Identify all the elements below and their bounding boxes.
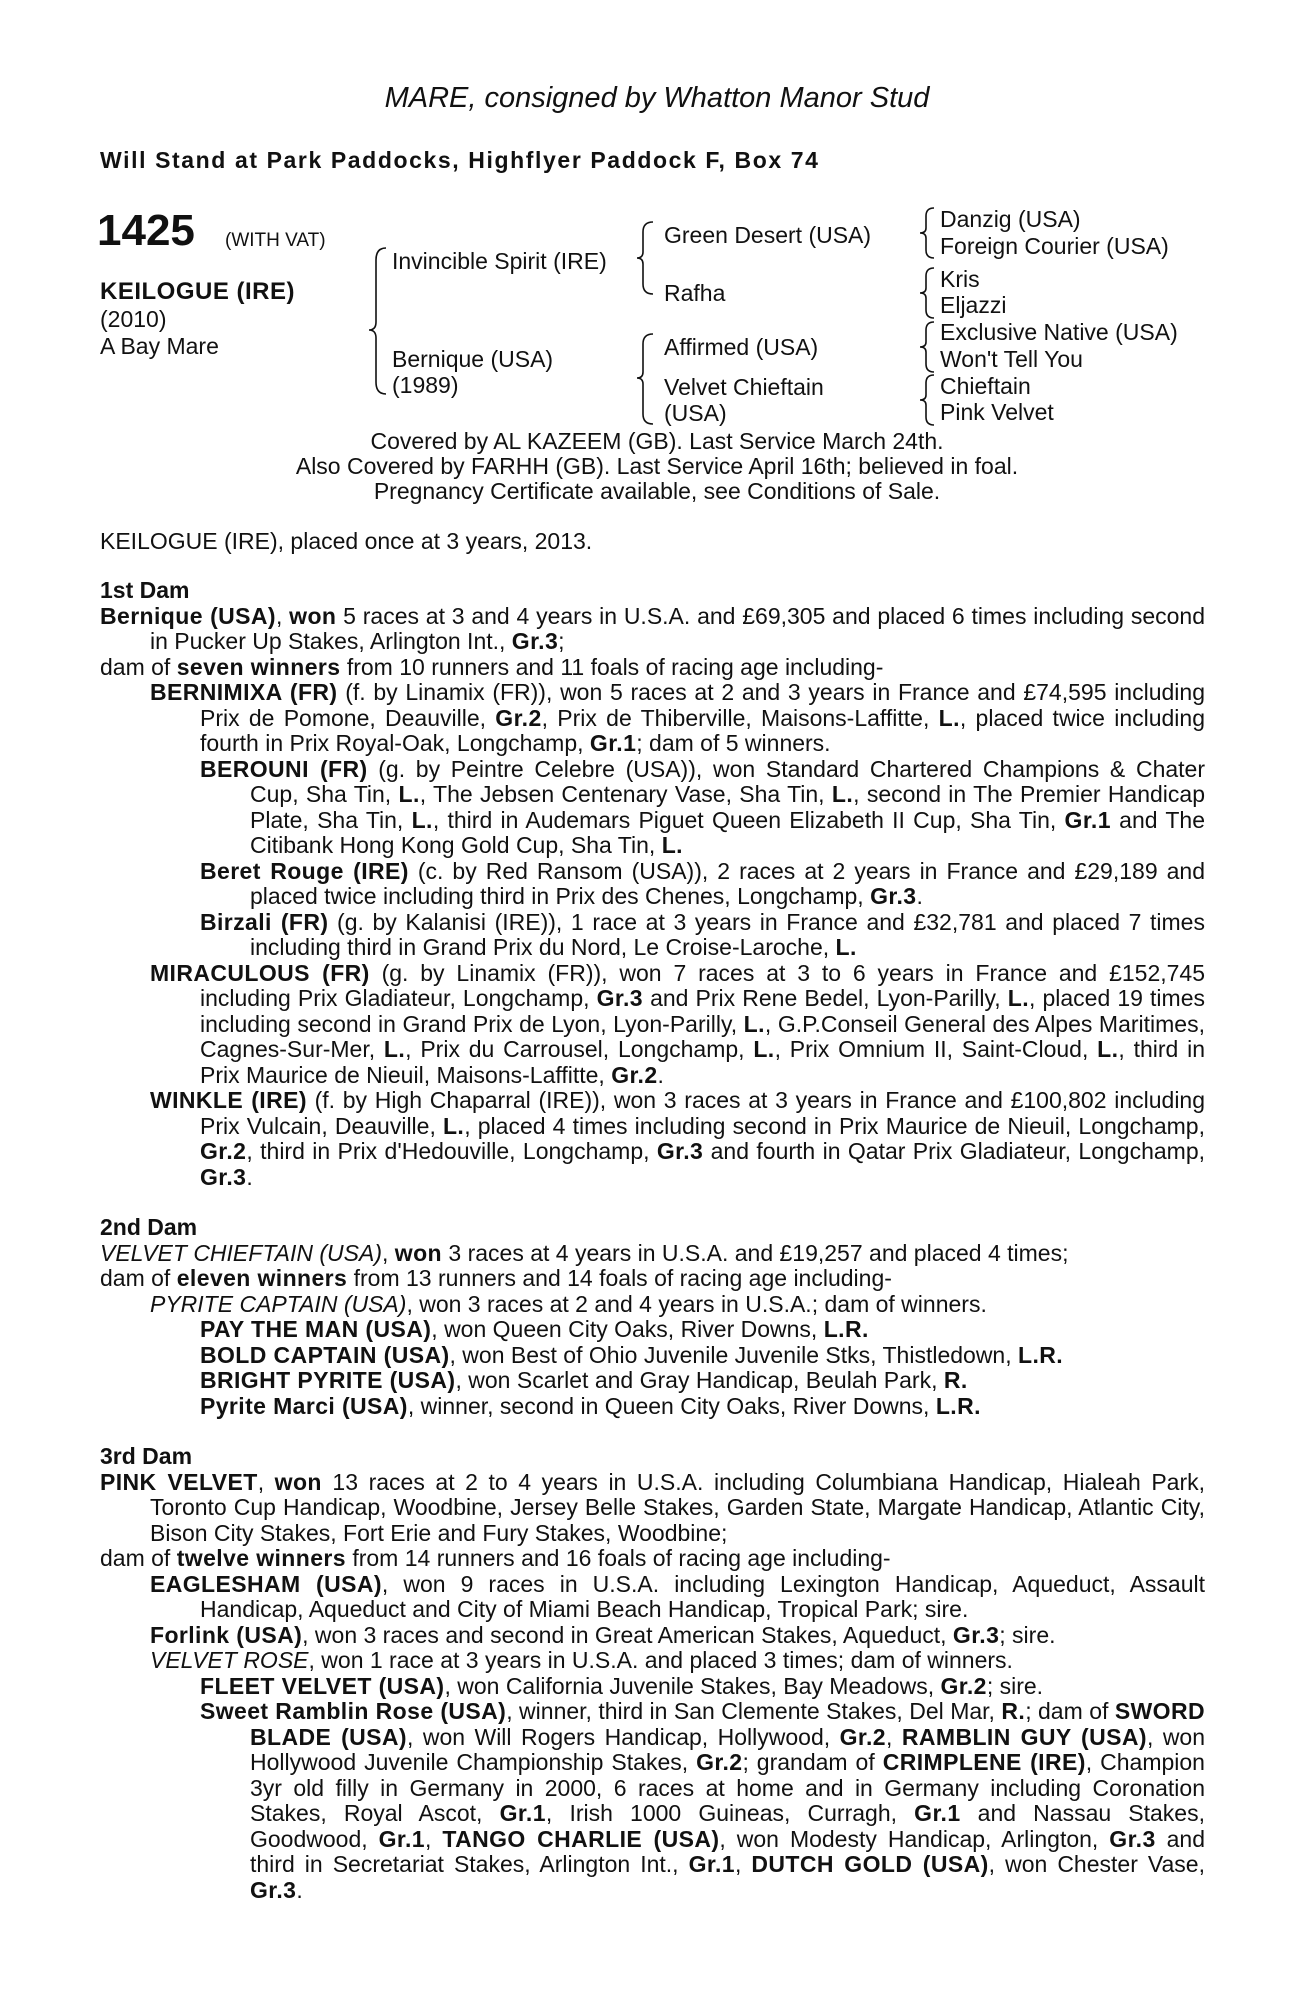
produce-berouni: BEROUNI (FR) (g. by Peintre Celebre (USA)), won Standard Chartered Champions & Chater Cup, Sha Tin, L., The Jebsen Centenary Vase, Sha Tin, L., second in The Premier Handicap Plate, Sha Tin, L., third in Audemars Piguet Queen Elizabeth II Cup, Sha Tin, Gr.1 and The Citibank Hong Kong Gold Cup, Sha Tin, L.	[200, 755, 1206, 858]
pedigree-g2: Foreign Courier (USA)	[940, 233, 1169, 259]
pedigree-sire-dam: Rafha	[664, 280, 726, 306]
covering-line-1: Covered by AL KAZEEM (GB). Last Service March 24th.	[370, 428, 944, 454]
catalogue-body	[100, 578, 1205, 1903]
pedigree-dam-dam-country: (USA)	[664, 400, 727, 426]
covering-line-2: Also Covered by FARHH (GB). Last Service April 16th; believed in foal.	[295, 453, 1019, 479]
race-summary: KEILOGUE (IRE), placed once at 3 years, 2013.	[100, 528, 593, 554]
pedigree-sire-sire: Green Desert (USA)	[664, 222, 872, 248]
second-dam-record: VELVET CHIEFTAIN (USA), won 3 races at 4 years in U.S.A. and £19,257 and placed 4 times;	[100, 1239, 1069, 1266]
lot-number: 1425	[97, 206, 195, 255]
produce-pay-the-man: PAY THE MAN (USA), won Queen City Oaks, River Downs, L.R.	[200, 1316, 869, 1342]
first-dam-record: Bernique (USA), won 5 races at 3 and 4 years in U.S.A. and £69,305 and placed 6 times including second in Pucker Up Stakes, Arlington Int., Gr.3;	[100, 602, 1205, 654]
produce-velvet-rose: VELVET ROSE, won 1 race at 3 years in U.S.A. and placed 3 times; dam of winners.	[150, 1647, 1013, 1673]
produce-beret-rouge: Beret Rouge (IRE) (c. by Red Ransom (USA)), 2 races at 2 years in France and £29,189 and placed twice including third in Prix des Chenes, Longchamp, Gr.3.	[200, 857, 1206, 909]
produce-birzali: Birzali (FR) (g. by Kalanisi (IRE)), 1 race at 3 years in France and £32,781 and placed 7 times including third in Grand Prix du Nord, Le Croise-Laroche, L.	[200, 908, 1205, 960]
produce-eaglesham: EAGLESHAM (USA), won 9 races in U.S.A. including Lexington Handicap, Aqueduct, Assault Handicap, Aqueduct and City of Miami Beach Handicap, Tropical Park; sire.	[150, 1570, 1205, 1622]
vat-note: (WITH VAT)	[225, 230, 326, 251]
horse-year: (2010)	[100, 306, 167, 332]
pedigree-g8: Pink Velvet	[940, 399, 1054, 425]
second-dam-heading: 2nd Dam	[100, 1214, 198, 1240]
covering-line-3: Pregnancy Certificate available, see Conditions of Sale.	[373, 478, 941, 504]
horse-name: KEILOGUE (IRE)	[100, 278, 296, 305]
pedigree-dam-dam: Velvet Chieftain	[664, 374, 824, 400]
produce-winkle: WINKLE (IRE) (f. by High Chaparral (IRE)), won 3 races at 3 years in France and £100,802 including Prix Vulcain, Deauville, L., placed 4 times including second in Prix Maurice de Nieuil, Longchamp, Gr.2, third in Prix d'Hedouville, Longchamp, Gr.3 and fourth in Qatar Prix Gladiateur, Longchamp, Gr.3.	[150, 1087, 1206, 1190]
produce-miraculous: MIRACULOUS (FR) (g. by Linamix (FR)), won 7 races at 3 to 6 years in France and £152,745 including Prix Gladiateur, Longchamp, Gr.3 and Prix Rene Bedel, Lyon-Parilly, L., placed 19 times including second in Grand Prix de Lyon, Lyon-Parilly, L., G.P.Conseil General des Alpes Maritimes, Cagnes-Sur-Mer, L., Prix du Carrousel, Longchamp, L., Prix Omnium II, Saint-Cloud, L., third in Prix Maurice de Nieuil, Maisons-Laffitte, Gr.2.	[150, 959, 1206, 1088]
pedigree-dam-year: (1989)	[392, 372, 459, 398]
pedigree-dam-sire: Affirmed (USA)	[664, 334, 819, 360]
pedigree-g5: Exclusive Native (USA)	[940, 319, 1178, 345]
second-dam-produce: dam of eleven winners from 13 runners and 14 foals of racing age including-	[100, 1265, 892, 1291]
consignment-line: MARE, consigned by Whatton Manor Stud	[384, 82, 930, 114]
produce-bernimixa: BERNIMIXA (FR) (f. by Linamix (FR)), won 5 races at 2 and 3 years in France and £74,595 including Prix de Pomone, Deauville, Gr.2, Prix de Thiberville, Maisons-Laffitte, L., placed twice including fourth in Prix Royal-Oak, Longchamp, Gr.1; dam of 5 winners.	[150, 679, 1205, 756]
third-dam-record: PINK VELVET, won 13 races at 2 to 4 years in U.S.A. including Columbiana Handicap, Hialeah Park, Toronto Cup Handicap, Woodbine, Jersey Belle Stakes, Garden State, Margate Handicap, Atlantic City, Bison City Stakes, Fort Erie and Fury Stakes, Woodbine;	[100, 1468, 1206, 1546]
produce-fleet-velvet: FLEET VELVET (USA), won California Juvenile Stakes, Bay Meadows, Gr.2; sire.	[200, 1672, 1044, 1699]
pedigree-g3: Kris	[940, 266, 980, 292]
third-dam-produce: dam of twelve winners from 14 runners and 16 foals of racing age including-	[100, 1545, 891, 1571]
first-dam-produce: dam of seven winners from 10 runners and 11 foals of racing age including-	[100, 653, 884, 680]
produce-bold-captain: BOLD CAPTAIN (USA), won Best of Ohio Juvenile Juvenile Stks, Thistledown, L.R.	[200, 1341, 1064, 1368]
pedigree-braces	[0, 0, 1314, 440]
stable-location: Will Stand at Park Paddocks, Highflyer Paddock F, Box 74	[100, 147, 820, 173]
pedigree-g1: Danzig (USA)	[940, 206, 1081, 232]
pedigree-g4: Eljazzi	[940, 292, 1007, 318]
horse-description: A Bay Mare	[100, 333, 219, 359]
pedigree-dam: Bernique (USA)	[392, 346, 554, 372]
produce-sweet-ramblin-rose: Sweet Ramblin Rose (USA), winner, third in San Clemente Stakes, Del Mar, R.; dam of SWORD BLADE (USA), won Will Rogers Handicap, Hollywood, Gr.2, RAMBLIN GUY (USA), won Hollywood Juvenile Championship Stakes, Gr.2; grandam of CRIMPLENE (IRE), Champion 3yr old filly in Germany in 2000, 6 races at home and in Germany including Coronation Stakes, Royal Ascot, Gr.1, Irish 1000 Guineas, Curragh, Gr.1 and Nassau Stakes, Goodwood, Gr.1, TANGO CHARLIE (USA), won Modesty Handicap, Arlington, Gr.3 and third in Secretariat Stakes, Arlington Int., Gr.1, DUTCH GOLD (USA), won Chester Vase, Gr.3.	[200, 1698, 1206, 1903]
produce-pyrite-marci: Pyrite Marci (USA), winner, second in Queen City Oaks, River Downs, L.R.	[200, 1392, 981, 1419]
third-dam-heading: 3rd Dam	[100, 1443, 193, 1469]
pedigree-g6: Won't Tell You	[940, 346, 1083, 372]
pedigree-g7: Chieftain	[940, 373, 1031, 399]
produce-forlink: Forlink (USA), won 3 races and second in Great American Stakes, Aqueduct, Gr.3; sire.	[150, 1621, 1056, 1648]
produce-bright-pyrite: BRIGHT PYRITE (USA), won Scarlet and Gray Handicap, Beulah Park, R.	[200, 1367, 968, 1393]
first-dam-heading: 1st Dam	[100, 577, 190, 603]
produce-pyrite-captain: PYRITE CAPTAIN (USA), won 3 races at 2 and 4 years in U.S.A.; dam of winners.	[150, 1290, 987, 1317]
pedigree-sire: Invincible Spirit (IRE)	[392, 248, 607, 274]
